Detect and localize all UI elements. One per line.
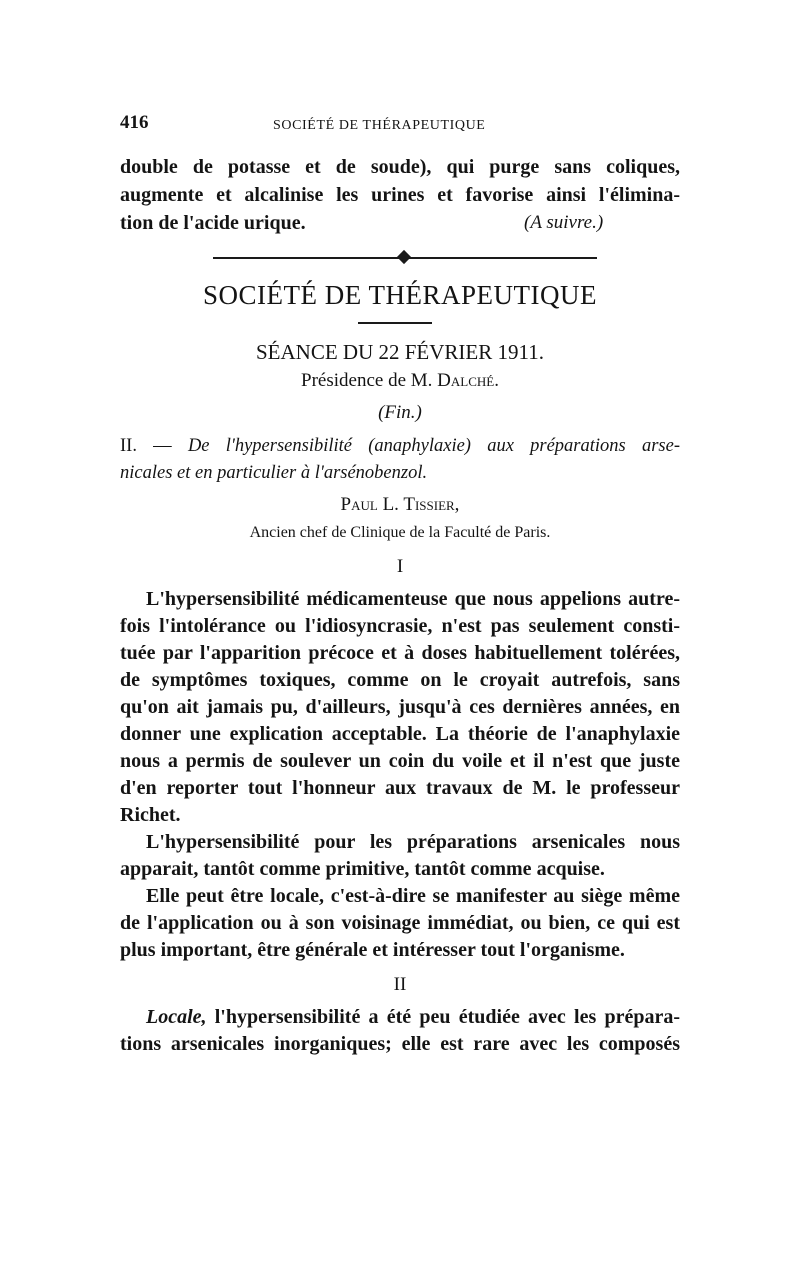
p1-line-2: fois l'intolérance ou l'idiosyncrasie, n'est pas seulement consti- <box>120 615 680 637</box>
p3-line-3: plus important, être générale et intéresser tout l'organisme. <box>120 939 625 961</box>
section-number-i: I <box>396 556 404 577</box>
presidence-line <box>0 370 800 392</box>
intro-line-1: double de potasse et de soude), qui purge sans coliques, <box>120 156 680 178</box>
article-title-line-1 <box>120 436 680 457</box>
p1-line-4: de symptômes toxiques, comme on le croyait autrefois, sans <box>120 669 680 691</box>
p1-line-5: qu'on ait jamais pu, d'ailleurs, jusqu'à ces dernières années, en <box>120 696 680 718</box>
section-title: SOCIÉTÉ DE THÉRAPEUTIQUE <box>203 280 597 310</box>
fin-note: (Fin.) <box>378 402 422 423</box>
a-suivre-note: (A suivre.) <box>524 212 604 233</box>
article-title-line-2: nicales et en particulier à l'arsénobenzol. <box>120 463 428 483</box>
p4-line-1-rest: l'hypersensibilité a été peu étudiée avec les prépara- <box>214 1006 680 1028</box>
article-number: II. — <box>120 436 172 456</box>
author-affiliation: Ancien chef de Clinique de la Faculté de Paris. <box>249 524 551 541</box>
presidence-prefix: Présidence de M. <box>301 370 433 391</box>
seance-date: SÉANCE DU 22 FÉVRIER 1911. <box>256 340 544 364</box>
p3-line-2: de l'application ou à son voisinage immédiat, ou bien, ce qui est <box>120 912 680 934</box>
p4-lead: Locale, <box>146 1006 207 1028</box>
p1-line-6: donner une explication acceptable. La théorie de l'anaphylaxie <box>120 723 680 745</box>
p4-line-2: tions arsenicales inorganiques; elle est rare avec les composés <box>120 1033 680 1055</box>
page-number: 416 <box>120 112 149 133</box>
p1-line-3: tuée par l'apparition précoce et à doses habituellement tolérées, <box>120 642 680 664</box>
diamond-ornament-icon <box>397 250 411 264</box>
running-header: SOCIÉTÉ DE THÉRAPEUTIQUE <box>273 118 486 133</box>
p3-line-1: Elle peut être locale, c'est-à-dire se manifester au siège même <box>146 885 680 907</box>
presidence-name: Dalché. <box>437 370 499 391</box>
p1-line-1: L'hypersensibilité médicamenteuse que nous appelions autre- <box>146 588 680 610</box>
p2-line-1: L'hypersensibilité pour les préparations arsenicales nous <box>146 831 680 853</box>
p1-line-7: nous a permis de soulever un coin du voile et il n'est que juste <box>120 750 680 772</box>
intro-line-2: augmente et alcalinise les urines et favorise ainsi l'élimina- <box>120 184 680 206</box>
p1-line-8: d'en reporter tout l'honneur aux travaux de M. le professeur <box>120 777 680 799</box>
intro-line-3: tion de l'acide urique. <box>120 212 306 234</box>
p2-line-2: apparait, tantôt comme primitive, tantôt comme acquise. <box>120 858 605 880</box>
section-number-ii: II <box>393 974 407 995</box>
title-rule <box>358 322 432 324</box>
p4-line-1 <box>146 1006 680 1029</box>
article-title-1: De l'hypersensibilité (anaphylaxie) aux préparations arse- <box>187 436 680 456</box>
p1-line-9: Richet. <box>120 804 181 826</box>
author-name: Paul L. Tissier, <box>340 494 460 515</box>
